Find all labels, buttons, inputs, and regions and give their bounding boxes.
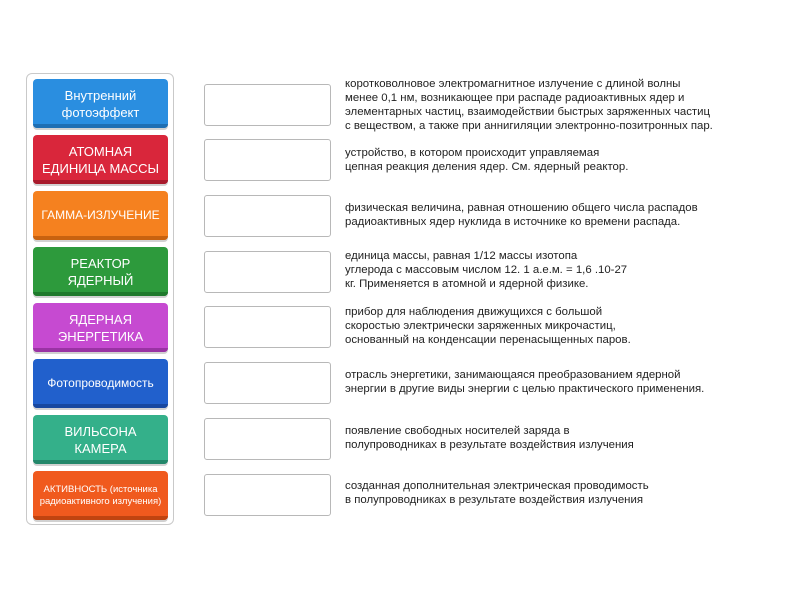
card-edge (33, 460, 168, 464)
drop-slot-8[interactable] (204, 474, 331, 516)
card-edge (33, 292, 168, 296)
drop-slot-2[interactable] (204, 139, 331, 181)
card-vnutrenniy-fotoeffekt[interactable] (33, 79, 168, 128)
card-aktivnost[interactable] (33, 471, 168, 520)
definition-3: физическая величина, равная отношению общего числа распадов радиоактивных ядер нуклида в источнике ко времени распада. (345, 202, 698, 228)
drop-slot-3[interactable] (204, 195, 331, 237)
definition-8: созданная дополнительная электрическая проводимость в полупроводниках в результате воздействия излучения (345, 480, 649, 506)
card-edge (33, 124, 168, 128)
definition-1: коротковолновое электромагнитное излучение с длиной волны менее 0,1 нм, возникающее при распаде радиоактивных ядер и элементарных частиц, взаимодействии быстрых заряженных частиц с веществом, а также при аннигиляции электронно-позитронных пар. (345, 78, 713, 132)
card-edge (33, 236, 168, 240)
card-label: АТОМНАЯ ЕДИНИЦА МАССЫ (42, 143, 159, 176)
drop-slot-4[interactable] (204, 251, 331, 293)
card-label: ВИЛЬСОНА КАМЕРА (64, 423, 137, 456)
card-edge (33, 180, 168, 184)
card-label: ЯДЕРНАЯ ЭНЕРГЕТИКА (57, 311, 144, 344)
card-yadernaya-energetika[interactable] (33, 303, 168, 352)
card-edge (33, 516, 168, 520)
drop-slot-6[interactable] (204, 362, 331, 404)
drop-slot-7[interactable] (204, 418, 331, 460)
card-fotoprovodimost[interactable] (33, 359, 168, 408)
card-gamma-izluchenie[interactable] (33, 191, 168, 240)
drop-slot-1[interactable] (204, 84, 331, 126)
card-vilsona-kamera[interactable] (33, 415, 168, 464)
card-edge (33, 404, 168, 408)
card-label: Фотопроводимость (47, 376, 154, 390)
card-label: АКТИВНОСТЬ (источника радиоактивного излучения) (39, 483, 162, 507)
card-label: ГАММА-ИЗЛУЧЕНИЕ (41, 208, 160, 222)
card-reaktor-yaderny[interactable] (33, 247, 168, 296)
drop-slot-5[interactable] (204, 306, 331, 348)
definition-2: устройство, в котором происходит управляемая цепная реакция деления ядер. См. ядерный реактор. (345, 147, 629, 173)
definition-7: появление свободных носителей заряда в полупроводниках в результате воздействия излучения (345, 425, 634, 451)
definition-4: единица массы, равная 1/12 массы изотопа углерода с массовым числом 12. 1 а.е.м. = 1,6 .10-27 кг. Применяется в атомной и ядерной физике. (345, 250, 628, 290)
definition-5: прибор для наблюдения движущихся с большой скоростью электрически заряженных микрочастиц, основанный на конденсации перенасыщенных паров. (345, 306, 631, 346)
card-atomnaya-edinitsa-massy[interactable] (33, 135, 168, 184)
definition-6: отрасль энергетики, занимающаяся преобразованием ядерной энергии в другие виды энергии с целью практического применения. (345, 369, 705, 395)
card-edge (33, 348, 168, 352)
card-label: РЕАКТОР ЯДЕРНЫЙ (67, 255, 134, 288)
card-label: Внутренний фотоэффект (61, 87, 140, 120)
